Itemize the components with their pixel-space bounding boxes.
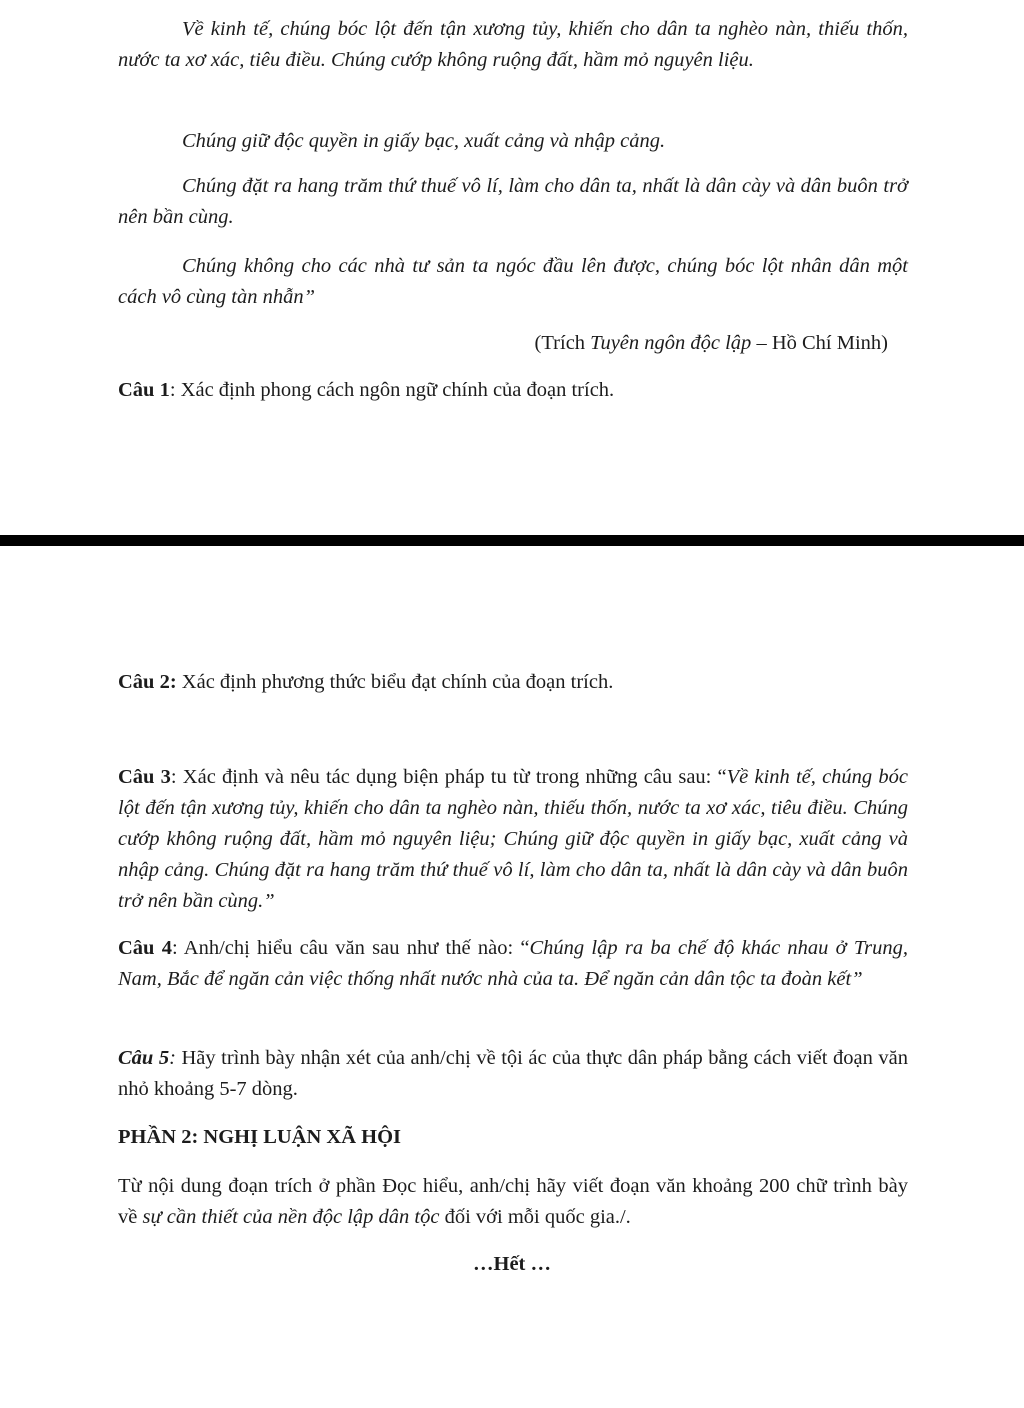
question-2-label: Câu 2: <box>118 671 177 693</box>
question-1 <box>118 375 908 406</box>
question-4-text: : Anh/chị hiểu câu văn sau như thế nào: “ <box>171 937 530 959</box>
passage-paragraph-1: Về kinh tế, chúng bóc lột đến tận xương tủy, khiến cho dân ta nghèo nàn, thiếu thốn, nước ta xơ xác, tiêu điều. Chúng cướp không ruộng đất, hầm mỏ nguyên liệu. <box>118 18 908 71</box>
passage-paragraph-4: Chúng không cho các nhà tư sản ta ngóc đầu lên được, chúng bóc lột nhân dân một cách vô cùng tàn nhẫn” <box>118 255 908 308</box>
ending-marker: …Hết … <box>473 1253 551 1275</box>
passage-source <box>118 328 888 359</box>
question-3-label: Câu 3 <box>118 766 171 788</box>
question-4 <box>118 933 908 995</box>
source-rest: – Hồ Chí Minh) <box>751 332 888 354</box>
question-1-label: Câu 1 <box>118 379 170 401</box>
question-2-text: Xác định phương thức biểu đạt chính của đoạn trích. <box>176 671 614 693</box>
question-4-label: Câu 4 <box>118 937 172 959</box>
part-2-prompt <box>118 1171 908 1233</box>
question-3 <box>118 762 908 917</box>
part-2-text-c: đối với mỗi quốc gia./. <box>439 1206 631 1228</box>
question-2 <box>118 667 908 698</box>
part-2-text-emphasis: sự cần thiết của nền độc lập dân tộc <box>142 1206 440 1228</box>
passage-paragraph-3: Chúng đặt ra hang trăm thứ thuế vô lí, làm cho dân ta, nhất là dân cày và dân buôn trở nên bần cùng. <box>118 175 908 228</box>
question-4-quote: Chúng lập ra ba chế độ khác nhau ở Trung, Nam, Bắc để ngăn cản việc thống nhất nước nhà của ta. Để ngăn cản dân tộc ta đoàn kết” <box>118 937 908 990</box>
question-5-text: Hãy trình bày nhận xét của anh/chị về tội ác của thực dân pháp bằng cách viết đoạn văn nhỏ khoảng 5-7 dòng. <box>118 1047 908 1100</box>
part-2-text-a: Từ nội dung đoạn trích ở phần Đọc hiểu, anh/chị hãy viết đoạn văn khoảng 200 chữ trình bày về <box>118 1175 908 1228</box>
question-1-text: : Xác định phong cách ngôn ngữ chính của đoạn trích. <box>169 379 615 401</box>
source-title: Tuyên ngôn độc lập <box>590 332 752 354</box>
question-5-label: Câu 5 <box>118 1047 170 1069</box>
question-3-text: : Xác định và nêu tác dụng biện pháp tu từ trong những câu sau: “ <box>170 766 727 788</box>
source-open: (Trích <box>534 332 591 354</box>
question-3-quote: Về kinh tế, chúng bóc lột đến tận xương tủy, khiến cho dân ta nghèo nàn, thiếu thốn, nước ta xơ xác, tiêu điều. Chúng cướp không ruộng đất, hầm mỏ nguyên liệu; Chúng giữ độc quyền in giấy bạc, xuất cảng và nhập cảng. Chúng đặt ra hang trăm thứ thuế vô lí, làm cho dân ta, nhất là dân cày và dân buôn trở nên bần cùng.” <box>118 766 908 912</box>
question-5-colon: : <box>169 1047 176 1069</box>
part-2-heading: PHẦN 2: NGHỊ LUẬN XÃ HỘI <box>118 1126 402 1148</box>
passage-paragraph-2: Chúng giữ độc quyền in giấy bạc, xuất cảng và nhập cảng. <box>182 130 666 152</box>
question-5 <box>118 1043 908 1105</box>
section-divider <box>0 535 1024 546</box>
